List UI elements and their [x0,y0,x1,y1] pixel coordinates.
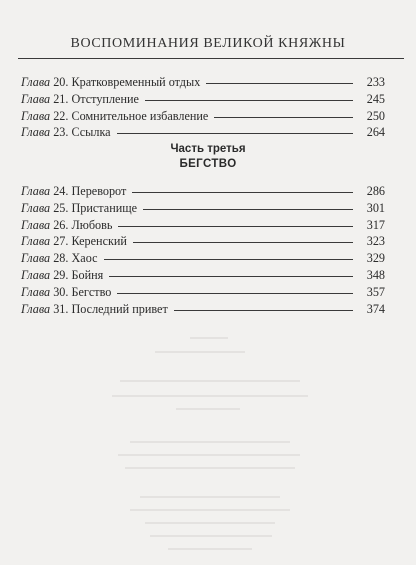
chapter-label: Глава [21,184,51,198]
leader-line [214,117,353,118]
chapter-title: Бойня [71,267,104,282]
chapter-title: Переворот [71,184,127,198]
page-number: 329 [366,251,385,266]
toc-entry: Глава 29 . Бойня 348 [21,267,385,282]
chapter-label: Глава [21,108,51,123]
chapter-title: Кратковременный отдых [71,75,201,89]
chapter-number: 31 [53,301,66,316]
page-number: 348 [366,267,385,282]
page-number: 301 [366,200,385,215]
toc-entry: Глава 25 . Пристанище 301 [21,200,385,215]
leader-line [117,293,353,294]
chapter-title: Сомнительное избавление [71,108,209,123]
page-number: 357 [366,284,385,299]
leader-line [104,259,353,260]
page-number: 323 [366,234,385,249]
leader-line [117,133,353,134]
chapter-number: 28 [53,251,66,266]
chapter-number: 21 [53,91,66,106]
chapter-number: 25 [53,200,66,215]
chapter-label: Глава [21,234,51,249]
chapter-number: 22 [53,108,66,123]
chapter-label: Глава [21,200,51,215]
leader-line [132,192,353,193]
page-number: 374 [366,301,385,316]
toc-entry: Глава 21 . Отступление 245 [21,91,385,106]
header-rule [18,58,404,59]
chapter-title: Пристанище [71,200,138,215]
toc-entry: Глава 28 . Хаос 329 [21,251,385,266]
chapter-number: 20 [53,75,66,89]
chapter-title: Бегство [71,284,112,299]
leader-line [109,276,353,277]
part-name: БЕГСТВО [179,158,237,170]
chapter-label: Глава [21,267,51,282]
running-header: ВОСПОМИНАНИЯ ВЕЛИКОЙ КНЯЖНЫ [70,36,346,51]
chapter-label: Глава [21,251,51,266]
chapter-label: Глава [21,217,51,232]
toc-entry: Глава 22 . Сомнительное избавление 250 [21,108,385,123]
chapter-title: Отступление [71,91,139,106]
toc-entry: Глава 23 . Ссылка 264 [21,125,385,140]
chapter-number: 27 [53,234,66,249]
chapter-title: Любовь [71,217,113,232]
toc-entry: Глава 24 . Переворот 286 [21,184,385,198]
chapter-label: Глава [21,91,51,106]
chapter-label: Глава [21,301,51,316]
part-title: Часть третья [170,143,246,155]
toc-entry: Глава 30 . Бегство 357 [21,284,385,299]
page-number: 286 [366,184,385,198]
leader-line [133,242,353,243]
page-number: 264 [366,125,385,140]
chapter-number: 30 [53,284,66,299]
page-number: 233 [366,75,385,89]
chapter-title: Керенский [71,234,127,249]
chapter-label: Глава [21,75,51,89]
leader-line [206,83,353,84]
chapter-title: Ссылка [71,125,111,140]
toc-entry: Глава 27 . Керенский 323 [21,234,385,249]
page-number: 250 [366,108,385,123]
leader-line [143,209,353,210]
chapter-number: 24 [53,184,66,198]
chapter-label: Глава [21,125,51,140]
toc-list-part-two [21,74,385,141]
toc-entry: Глава 31 . Последний привет 374 [21,301,385,316]
chapter-number: 29 [53,267,66,282]
leader-line [118,226,353,227]
chapter-label: Глава [21,284,51,299]
toc-list-part-three [21,183,385,317]
chapter-title: Хаос [71,251,98,266]
chapter-number: 26 [53,217,66,232]
chapter-number: 23 [53,125,66,140]
leader-line [174,310,353,311]
page-number: 317 [366,217,385,232]
toc-entry: Глава 20 . Кратковременный отдых 233 [21,75,385,89]
leader-line [145,100,353,101]
chapter-title: Последний привет [71,301,168,316]
page-number: 245 [366,91,385,106]
toc-entry: Глава 26 . Любовь 317 [21,217,385,232]
